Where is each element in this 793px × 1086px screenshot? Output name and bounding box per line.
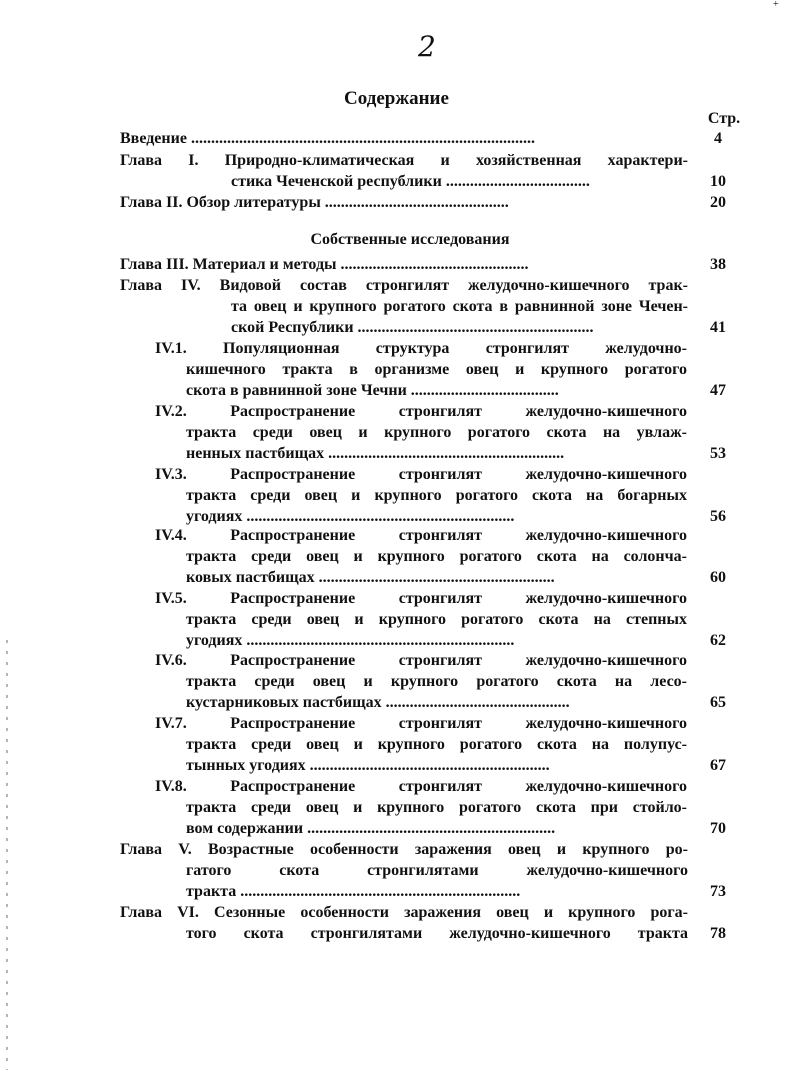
toc-line: та овец и крупного рогатого скота в равнинной зоне Чечен- [231, 298, 688, 315]
toc-line: кишечного тракта в организме овец и крупного рогатого [186, 361, 687, 378]
toc-line: IV.8. Распространение стронгилят желудочно-кишечного [155, 778, 687, 795]
toc-page-number: 56 [710, 508, 726, 525]
toc-line: Глава V. Возрастные особенности заражения овец и крупного ро- [120, 841, 688, 858]
toc-page-number: 10 [710, 173, 726, 190]
toc-page-number: 65 [710, 694, 726, 711]
toc-page-number: 70 [710, 820, 726, 837]
toc-page-number: 78 [710, 925, 726, 942]
toc-line: скота в равнинной зоне Чечни ..................................... [186, 382, 559, 399]
toc-line: угодиях ................................................................... [186, 508, 515, 525]
toc-line: Глава III. Материал и методы ............................................... [120, 256, 529, 273]
toc-line: Глава I. Природно-климатическая и хозяйственная характери- [120, 152, 688, 169]
toc-line: вом содержании .............................................................. [186, 820, 556, 837]
toc-line: кустарниковых пастбищах .............................................. [186, 694, 570, 711]
section-heading-own-research: Собственные исследования [310, 231, 510, 248]
toc-line: гатого скота стронгилятами желудочно-кишечного [186, 862, 688, 879]
toc-page-number: 20 [710, 194, 726, 211]
toc-line: IV.6. Распространение стронгилят желудочно-кишечного [155, 652, 687, 669]
toc-line: Введение ...................................................................................... [120, 130, 535, 147]
toc-line: тракта среди овец и крупного рогатого скота на лесо- [186, 673, 687, 690]
toc-line: Глава VI. Сезонные особенности заражения овец и крупного рога- [120, 904, 688, 921]
toc-page-number: 53 [710, 445, 726, 462]
toc-line: IV.2. Распространение стронгилят желудочно-кишечного [155, 403, 687, 420]
toc-page-number: 47 [710, 382, 726, 399]
corner-mark: + [773, 0, 779, 10]
toc-line: ской Республики ........................................................... [231, 319, 594, 336]
toc-line: ненных пастбищах ........................................................... [186, 445, 565, 462]
toc-page-number: 62 [710, 632, 726, 649]
toc-line: тракта среди овец и крупного рогатого скота на полупус- [186, 736, 687, 753]
toc-line: тракта среди овец и крупного рогатого скота на увлаж- [186, 424, 687, 441]
toc-line: тракта среди овец и крупного рогатого скота на богарных [186, 487, 687, 504]
toc-line: Глава II. Обзор литературы .............................................. [120, 194, 509, 211]
toc-line: тракта среди овец и крупного рогатого скота на солонча- [186, 548, 687, 565]
toc-line: того скота стронгилятами желудочно-кишечного тракта [186, 925, 688, 942]
toc-line: Глава IV. Видовой состав стронгилят желудочно-кишечного трак- [120, 277, 688, 294]
toc-line: тынных угодиях ............................................................ [186, 757, 550, 774]
toc-line: IV.4. Распространение стронгилят желудочно-кишечного [155, 527, 687, 544]
toc-line: ковых пастбищах ........................................................... [186, 569, 555, 586]
toc-line: тракта среди овец и крупного рогатого скота при стойло- [186, 799, 687, 816]
toc-line: стика Чеченской республики .................................... [231, 173, 590, 190]
scan-edge-artifact [6, 640, 8, 1070]
toc-line: угодиях ................................................................... [186, 632, 515, 649]
toc-page-number: 4 [714, 130, 722, 147]
toc-page-number: 38 [710, 256, 726, 273]
toc-line: IV.3. Распространение стронгилят желудочно-кишечного [155, 466, 687, 483]
toc-page-number: 41 [710, 319, 726, 336]
handwritten-page-number: 2 [418, 30, 436, 63]
page-title: Содержание [344, 88, 449, 109]
toc-line: IV.1. Популяционная структура стронгилят желудочно- [155, 340, 687, 357]
toc-page-number: 67 [710, 757, 726, 774]
toc-page-number: 60 [710, 569, 726, 586]
toc-line: IV.7. Распространение стронгилят желудочно-кишечного [155, 715, 687, 732]
toc-line: тракта ...................................................................... [186, 883, 521, 900]
toc-line: IV.5. Распространение стронгилят желудочно-кишечного [155, 590, 687, 607]
toc-page-number: 73 [710, 883, 726, 900]
toc-line: тракта среди овец и крупного рогатого скота на степных [186, 611, 687, 628]
page-column-header: Стр. [707, 110, 741, 127]
